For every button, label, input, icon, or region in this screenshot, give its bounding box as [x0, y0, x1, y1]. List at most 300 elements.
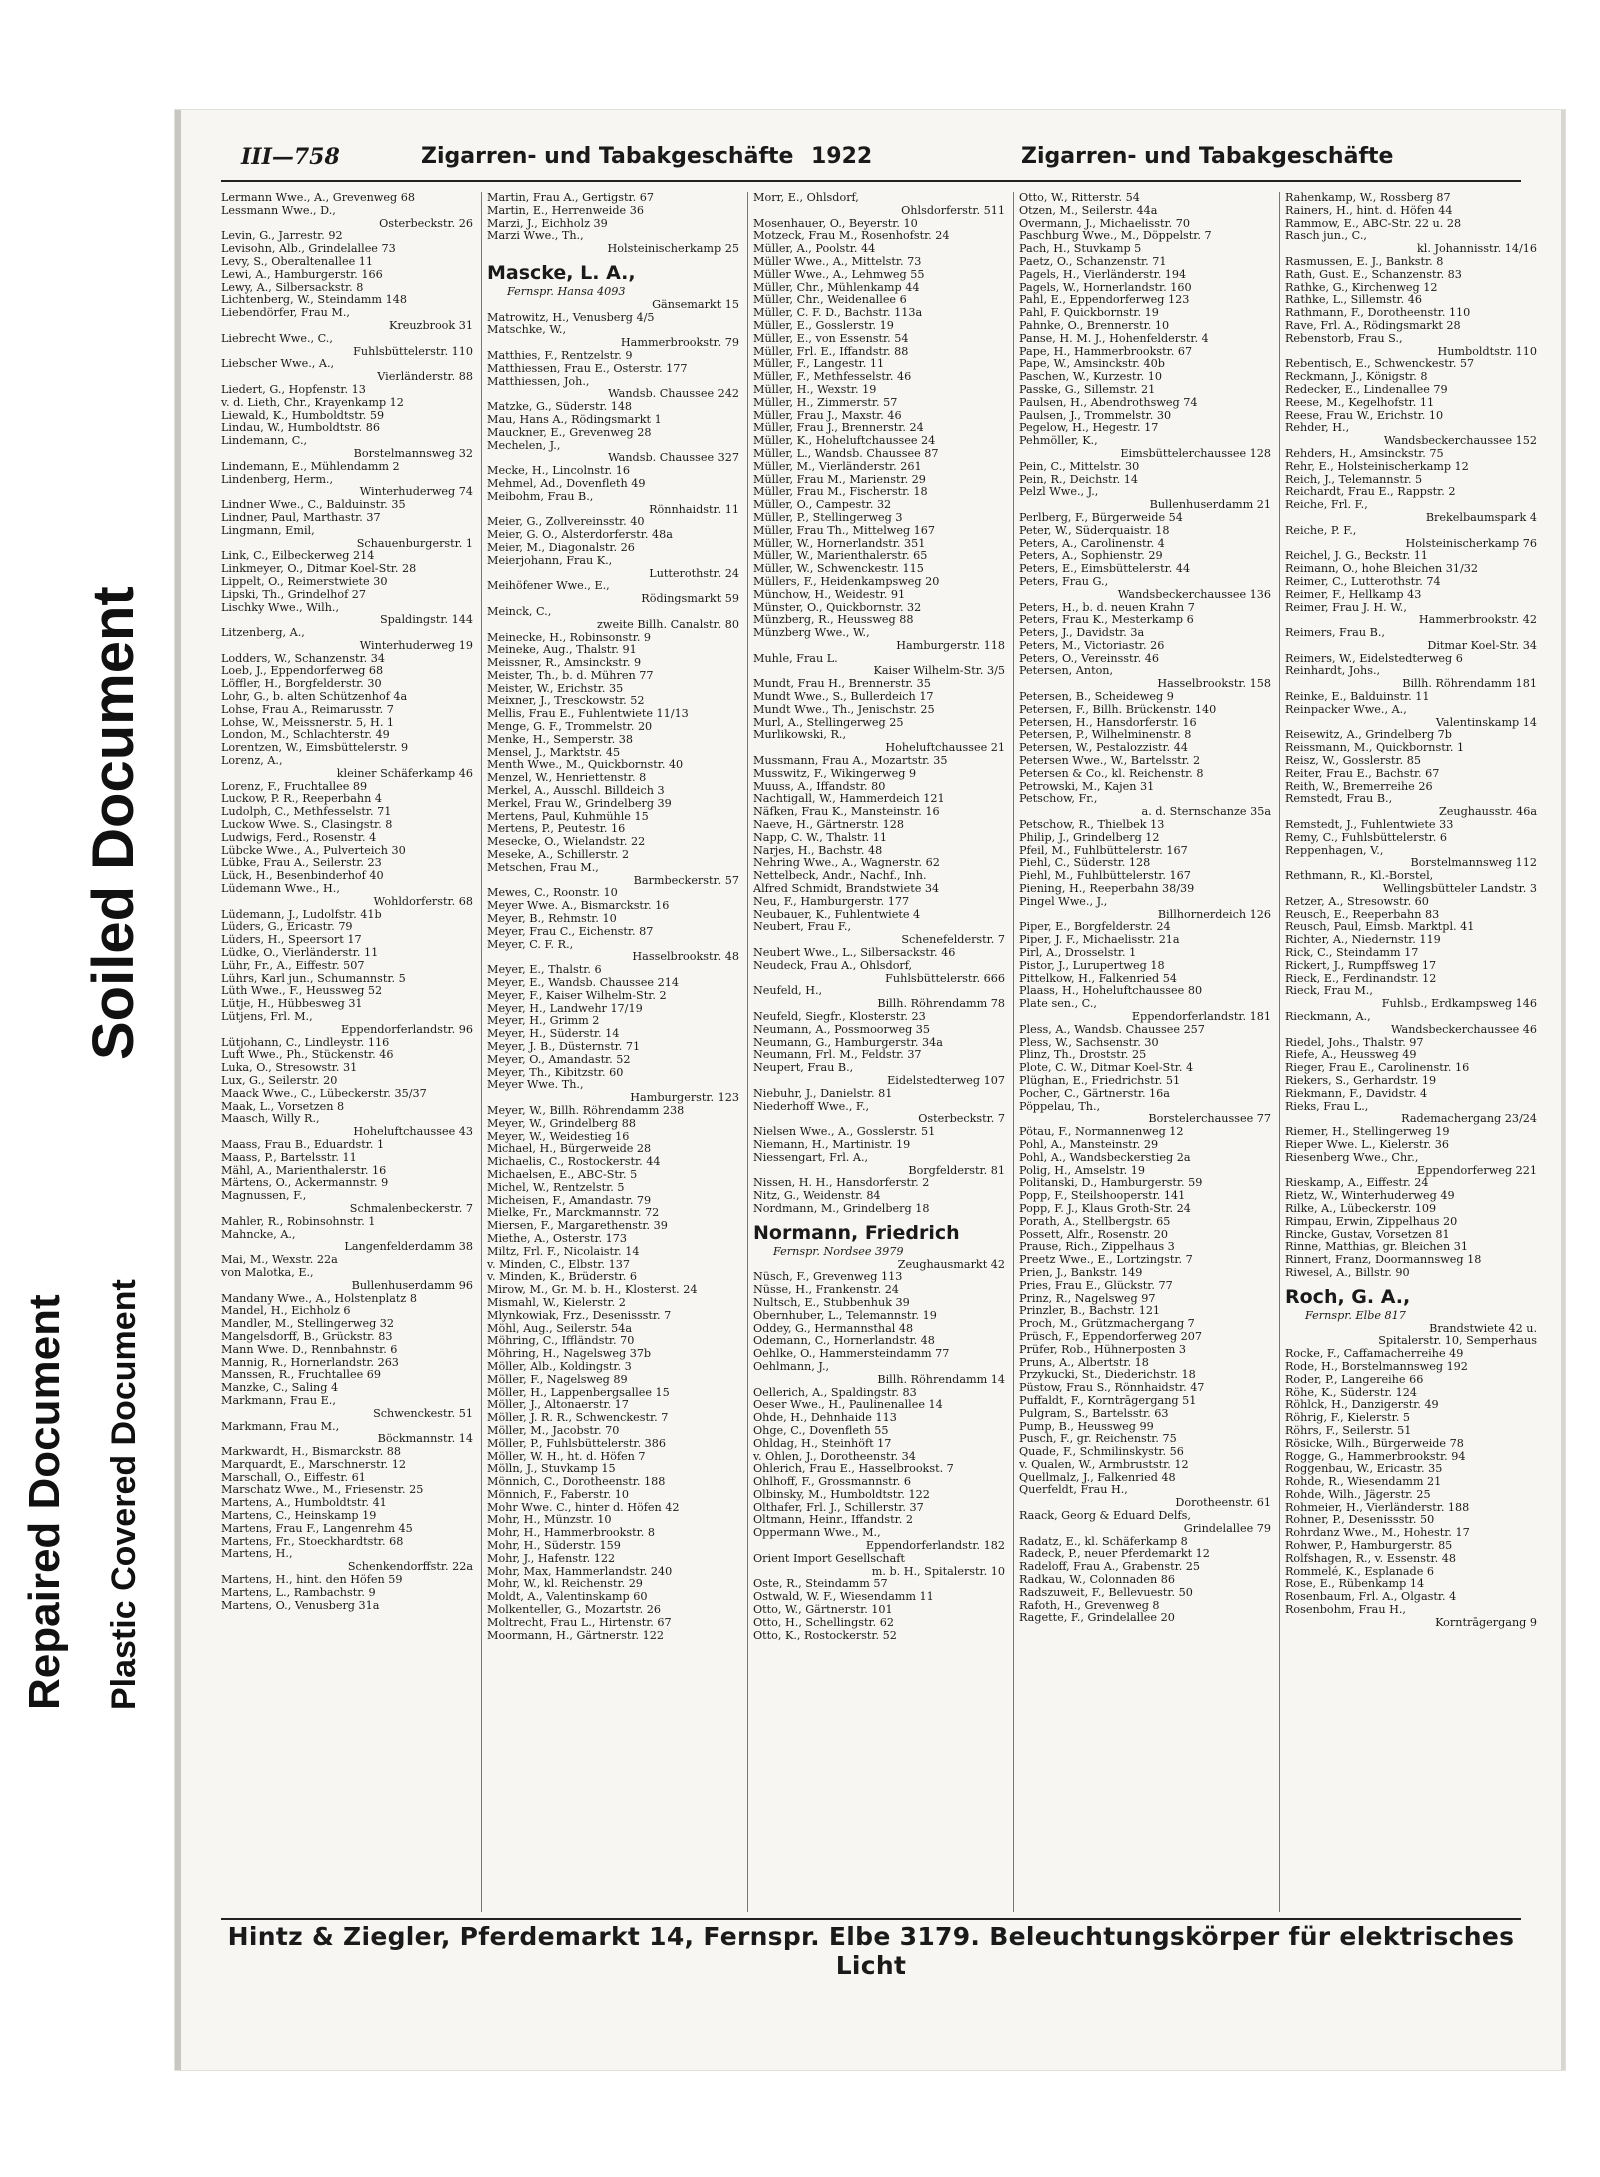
entry-continuation: Holsteinischerkamp 76	[1405, 537, 1537, 550]
directory-entry: Reinke, E., Balduinstr. 11	[1285, 691, 1430, 704]
directory-entry: Linkmeyer, O., Ditmar Koel-Str. 28	[221, 563, 417, 576]
directory-entry: Peters, H., b. d. neuen Krahn 7	[1019, 601, 1195, 614]
directory-entry: Neu, F., Hamburgerstr. 177	[753, 895, 910, 908]
directory-entry: Raack, Georg & Eduard Delfs,	[1019, 1510, 1191, 1523]
directory-entry: Lüth Wwe., F., Heussweg 52	[221, 985, 383, 998]
directory-entry: Lütjens, Frl. M.,	[221, 1011, 313, 1023]
entry-continuation: Hamburgerstr. 123	[630, 1092, 739, 1105]
directory-entry: Riekmann, F., Davidstr. 4	[1285, 1087, 1428, 1100]
directory-entry: Marzi Wwe., Th.,	[487, 230, 584, 243]
directory-entry: Neubert, Frau F.,	[753, 921, 852, 934]
directory-entry: Martens, H.,	[221, 1548, 293, 1561]
directory-entry: Lischky Wwe., Wilh.,	[221, 601, 340, 614]
directory-entry: Lodders, W., Schanzenstr. 34	[221, 652, 385, 665]
directory-entry: Oehlmann, J.,	[753, 1360, 830, 1373]
entry-continuation: Fuhlsbüttelerstr. 110	[353, 345, 473, 358]
directory-entry: Rickert, J., Rumpffsweg 17	[1285, 959, 1437, 972]
directory-entry: Otto, K., Rostockerstr. 52	[753, 1629, 897, 1642]
directory-entry: Meyer, W., Billh. Röhrendamm 238	[487, 1104, 685, 1117]
directory-entry: Luka, O., Stresowstr. 31	[221, 1062, 358, 1075]
directory-entry: Münster, O., Quickbornstr. 32	[753, 601, 922, 614]
directory-entry: Lessmann Wwe., D.,	[221, 204, 336, 217]
directory-entry: Rösicke, Wilh., Bürgerweide 78	[1285, 1437, 1464, 1450]
directory-entry: Müller, E., von Essenstr. 54	[753, 332, 909, 345]
entry-continuation: a. d. Sternschanze 35a	[1141, 806, 1271, 819]
directory-entry: Richter, A., Niedernstr. 119	[1285, 934, 1441, 947]
directory-entry: Maass, Frau B., Eduardstr. 1	[221, 1138, 385, 1151]
directory-entry: Reisewitz, A., Grindelberg 7b	[1285, 729, 1452, 742]
entry-continuation: Ditmar Koel-Str. 34	[1427, 639, 1537, 652]
entry-continuation: Billhornerdeich 126	[1157, 908, 1271, 921]
directory-entry: Mönnich, C., Dorotheenstr. 188	[487, 1476, 666, 1489]
directory-entry: Lewi, A., Hamburgerstr. 166	[221, 268, 383, 281]
directory-entry: Rieger, Frau E., Carolinenstr. 16	[1285, 1062, 1470, 1075]
directory-entry: Rocke, F., Caffamacherreihe 49	[1285, 1348, 1464, 1361]
directory-entry: Rosenbohm, Frau H.,	[1285, 1604, 1406, 1617]
header-rule	[221, 180, 1521, 182]
directory-entry: Peters, Frau K., Mesterkamp 6	[1019, 614, 1194, 627]
directory-entry: Orient Import Gesellschaft	[753, 1552, 905, 1565]
directory-entry: Müller, L., Wandsb. Chaussee 87	[753, 447, 939, 460]
directory-entry: Mohr, H., Süderstr. 159	[487, 1540, 621, 1553]
directory-entry: Remstedt, Frau B.,	[1285, 793, 1393, 806]
entry-continuation: Hamburgerstr. 118	[896, 639, 1005, 652]
directory-entry: Preetz Wwe., E., Lortzingstr. 7	[1019, 1254, 1193, 1267]
directory-entry: Motzeck, Frau M., Rosenhofstr. 24	[753, 230, 950, 243]
entry-continuation: Grindelallee 79	[1183, 1522, 1271, 1535]
directory-entry: Möhl, Aug., Seilerstr. 54a	[487, 1322, 632, 1335]
directory-entry: Lindau, W., Humboldtstr. 86	[221, 422, 380, 435]
directory-entry: Marschatz Wwe., M., Friesenstr. 25	[221, 1484, 424, 1497]
directory-entry: Piehl, C., Süderstr. 128	[1019, 857, 1151, 870]
directory-entry: Lingmann, Emil,	[221, 524, 315, 537]
directory-entry: Möller, J. R. R., Schwenckestr. 7	[487, 1412, 669, 1425]
directory-entry: Mussmann, Frau A., Mozartstr. 35	[753, 755, 948, 768]
directory-entry: Paschburg Wwe., M., Döppelstr. 7	[1019, 230, 1212, 243]
directory-entry: Mann Wwe. D., Rennbahnstr. 6	[221, 1343, 398, 1356]
directory-entry: Meyer Wwe. Th.,	[487, 1079, 584, 1092]
directory-entry: Rahenkamp, W., Rossberg 87	[1285, 192, 1451, 204]
directory-entry: Radeck, P., neuer Pferdemarkt 12	[1019, 1548, 1210, 1561]
directory-entry: Oppermann Wwe., M.,	[753, 1527, 881, 1540]
directory-entry: Meister, Th., b. d. Mühren 77	[487, 669, 654, 682]
directory-entry: Ohldag, H., Steinhöft 17	[753, 1437, 892, 1450]
directory-entry: Röhrig, F., Kielerstr. 5	[1285, 1412, 1410, 1425]
directory-entry: Reimer, C., Lutterothstr. 74	[1285, 575, 1441, 588]
entry-continuation: Hoheluftchaussee 21	[885, 742, 1005, 755]
directory-entry: Reichel, J. G., Beckstr. 11	[1285, 550, 1428, 563]
directory-entry: Ohde, H., Dehnhaide 113	[753, 1412, 897, 1425]
directory-entry: Riefe, A., Heussweg 49	[1285, 1049, 1417, 1062]
directory-entry: Plüghan, E., Friedrichstr. 51	[1019, 1074, 1181, 1087]
directory-entry: Mundt Wwe., S., Bullerdeich 17	[753, 691, 934, 704]
entry-continuation: Borstelerchaussee 77	[1148, 1113, 1271, 1126]
directory-entry: Rohwer, P., Hamburgerstr. 85	[1285, 1540, 1453, 1553]
directory-entry: Mohr, Max, Hammerlandstr. 240	[487, 1565, 673, 1578]
directory-entry: Mandler, M., Stellingerweg 32	[221, 1318, 395, 1331]
directory-entry: Meyer, Frau C., Eichenstr. 87	[487, 925, 654, 938]
header-right-title: Zigarren- und Tabakgeschäfte	[1021, 144, 1394, 169]
directory-entry: Pahl, F. Quickbornstr. 19	[1019, 307, 1159, 320]
directory-entry: Lorenz, A.,	[221, 755, 283, 768]
directory-entry: Radkau, W., Colonnaden 86	[1019, 1574, 1175, 1587]
directory-entry: Rohde, Wilh., Jägerstr. 25	[1285, 1488, 1431, 1501]
directory-entry: Müller Wwe., A., Mittelstr. 73	[753, 255, 922, 268]
directory-entry: Mannig, R., Hornerlandstr. 263	[221, 1356, 399, 1369]
entry-continuation: Barmbeckerstr. 57	[633, 874, 739, 887]
directory-entry: Pries, Frau E., Glückstr. 77	[1019, 1279, 1173, 1292]
directory-entry: Lüders, H., Speersort 17	[221, 934, 362, 947]
directory-entry: Pagels, W., Hornerlandstr. 160	[1019, 281, 1192, 294]
entry-continuation: Borgfelderstr. 81	[908, 1164, 1005, 1177]
directory-entry: Matthies, F., Rentzelstr. 9	[487, 349, 633, 362]
directory-entry: Lux, G., Seilerstr. 20	[221, 1074, 338, 1087]
directory-entry: v. Ohlen, J., Dorotheenstr. 34	[753, 1450, 916, 1463]
directory-entry: Markwardt, H., Bismarckstr. 88	[221, 1446, 401, 1459]
entry-continuation: Korntrāgergang 9	[1435, 1616, 1537, 1629]
directory-entry: Roder, P., Langereihe 66	[1285, 1373, 1424, 1386]
directory-entry: Nielsen Wwe., A., Gosslerstr. 51	[753, 1126, 936, 1139]
directory-entry: Reusch, Paul, Eimsb. Marktpl. 41	[1285, 921, 1475, 934]
directory-entry: Rommelé, K., Esplanade 6	[1285, 1565, 1434, 1578]
directory-entry: Quellmalz, J., Falkenried 48	[1019, 1471, 1176, 1484]
entry-continuation: Hammerbrookstr. 79	[620, 337, 739, 350]
directory-entry: Martin, E., Herrenweide 36	[487, 204, 644, 217]
entry-continuation: Schwenckestr. 51	[373, 1407, 473, 1420]
directory-entry: Reimers, Frau B.,	[1285, 627, 1385, 640]
directory-entry: Petrowski, M., Kajen 31	[1019, 780, 1155, 793]
directory-entry: Petschow, Fr.,	[1019, 793, 1098, 806]
directory-entry: Müller, Frau J., Maxstr. 46	[753, 409, 902, 422]
directory-entry: Meister, W., Erichstr. 35	[487, 682, 624, 695]
directory-entry: Murlikowski, R.,	[753, 729, 847, 742]
directory-entry: Rogge, G., Hammerbrookstr. 94	[1285, 1450, 1466, 1463]
entry-continuation: Borstelmannsweg 32	[353, 447, 473, 460]
directory-entry: Rohde, R., Wiesendamm 21	[1285, 1476, 1442, 1489]
directory-entry: Meyer, W., Weidestieg 16	[487, 1130, 630, 1143]
entry-continuation: Rönnhaidstr. 11	[649, 503, 739, 516]
directory-entry: Meinck, C.,	[487, 605, 552, 618]
directory-entry: Meyer, J. B., Düsternstr. 71	[487, 1041, 641, 1053]
directory-entry: Rieper Wwe. L., Kielerstr. 36	[1285, 1138, 1450, 1151]
directory-entry: Menke, H., Semperstr. 38	[487, 733, 633, 746]
entry-continuation: Winterhuderweg 19	[359, 639, 473, 652]
directory-entry: Matthiessen, Frau E., Osterstr. 177	[487, 362, 688, 375]
directory-entry: Prien, J., Bankstr. 149	[1019, 1266, 1143, 1279]
side-label-strip	[0, 0, 200, 2177]
directory-entry: Müller, A., Poolstr. 44	[753, 243, 876, 256]
entry-continuation: zweite Billh. Canalstr. 80	[596, 618, 739, 631]
entry-continuation: Billh. Röhrendamm 78	[877, 998, 1005, 1011]
directory-entry: Muuss, A., Iffandstr. 80	[753, 780, 886, 793]
entry-continuation: Bullenhuserdamm 96	[351, 1279, 473, 1292]
entry-continuation: Wandsbeckerchaussee 136	[1117, 588, 1271, 601]
directory-entry: Rathke, G., Kirchenweg 12	[1285, 281, 1438, 294]
directory-entry: Passke, G., Sillemstr. 21	[1019, 383, 1156, 396]
directory-entry: Möller, H., Lappenbergsallee 15	[487, 1386, 670, 1399]
directory-entry: Möhring, H., Nagelsweg 37b	[487, 1348, 652, 1361]
directory-entry: Martens, Frau F., Langenrehm 45	[221, 1522, 413, 1535]
directory-columns	[221, 192, 1537, 1912]
directory-entry: Lippelt, O., Reimerstwiete 30	[221, 575, 388, 588]
header-year: 1922	[811, 144, 873, 169]
directory-entry: Niemann, H., Martinistr. 19	[753, 1138, 911, 1151]
directory-entry: Rieks, Frau L.,	[1285, 1100, 1369, 1113]
directory-entry: Paschen, W., Kurzestr. 10	[1019, 371, 1162, 384]
directory-entry: Reimer, Frau J. H. W.,	[1285, 601, 1407, 614]
directory-entry: Luft Wwe., Ph., Stückenstr. 46	[221, 1049, 394, 1062]
directory-entry: Rode, H., Borstelmannsweg 192	[1285, 1360, 1468, 1373]
directory-entry: Rieskamp, A., Eiffestr. 24	[1285, 1177, 1429, 1190]
directory-entry: Lindner Wwe., C., Balduinstr. 35	[221, 499, 406, 512]
directory-entry: Pump, B., Heussweg 99	[1019, 1420, 1154, 1433]
directory-entry: Moldt, A., Valentinskamp 60	[487, 1591, 648, 1604]
entry-continuation: Eidelstedterweg 107	[887, 1074, 1005, 1087]
directory-entry: Proch, M., Grützmachergang 7	[1019, 1318, 1195, 1331]
entry-continuation: Wandsbeckerchaussee 152	[1383, 435, 1537, 448]
directory-entry: Musswitz, F., Wikingerweg 9	[753, 767, 917, 780]
directory-entry: Merkel, A., Ausschl. Billdeich 3	[487, 785, 665, 798]
directory-entry: Roggenbau, W., Ericastr. 35	[1285, 1463, 1443, 1476]
column-divider	[1013, 192, 1014, 1912]
directory-entry: Pohl, A., Wandsbeckerstieg 2a	[1019, 1151, 1191, 1164]
directory-entry: Maass, P., Bartelsstr. 11	[221, 1151, 357, 1164]
directory-entry: v. Minden, C., Elbstr. 137	[487, 1258, 630, 1271]
entry-continuation: Eppendorferweg 221	[1417, 1164, 1537, 1177]
directory-entry: Lüdke, O., Vierländerstr. 11	[221, 947, 379, 960]
directory-entry: Müller, Frau M., Marienstr. 29	[753, 473, 926, 486]
directory-entry: Panse, H. M. J., Hohenfelderstr. 4	[1019, 332, 1209, 345]
directory-entry: Reich, J., Telemannstr. 5	[1285, 473, 1423, 486]
directory-entry: Müller, Frau M., Fischerstr. 18	[753, 486, 928, 499]
directory-entry: Neudeck, Frau A., Ohlsdorf,	[753, 959, 913, 972]
directory-entry: Reith, W., Bremerreihe 26	[1285, 780, 1433, 793]
directory-entry: Peters, J., Davidstr. 3a	[1019, 627, 1145, 640]
directory-entry: Levy, S., Oberaltenallee 11	[221, 255, 373, 268]
directory-entry: Matschke, W.,	[487, 324, 566, 337]
column-divider	[1279, 192, 1280, 1912]
directory-entry: Müller, H., Wexstr. 19	[753, 383, 877, 396]
entry-continuation: Kaiser Wilhelm-Str. 3/5	[873, 665, 1005, 678]
directory-entry: Meyer, F., Kaiser Wilhelm-Str. 2	[487, 989, 667, 1002]
directory-entry: Peters, Frau G.,	[1019, 575, 1109, 588]
directory-entry: Ostwald, W. F., Wiesendamm 11	[753, 1591, 934, 1604]
directory-entry: Manzke, C., Saling 4	[221, 1382, 339, 1395]
directory-entry: Petersen & Co., kl. Reichenstr. 8	[1019, 767, 1204, 780]
directory-entry: Näfken, Frau K., Mansteinstr. 16	[753, 806, 940, 819]
entry-continuation: Schenefelderstr. 7	[901, 934, 1005, 947]
directory-entry: Peters, E., Eimsbüttelerstr. 44	[1019, 563, 1191, 576]
directory-entry: Meier, G., Zollvereinsstr. 40	[487, 516, 645, 529]
page-header	[221, 144, 1521, 174]
directory-entry: Nehring Wwe., A., Wagnerstr. 62	[753, 857, 940, 870]
directory-entry: Pegelow, H., Hegestr. 17	[1019, 422, 1159, 435]
directory-entry: Markmann, Frau E.,	[221, 1394, 336, 1407]
directory-entry: Napp, C. W., Thalstr. 11	[753, 831, 887, 844]
directory-entry: Ragette, F., Grindelallee 20	[1019, 1612, 1175, 1625]
directory-entry: Lorentzen, W., Eimsbüttelerstr. 9	[221, 742, 409, 755]
entry-continuation: Zeughausstr. 46a	[1439, 806, 1537, 819]
directory-entry: Miethe, A., Osterstr. 173	[487, 1232, 628, 1245]
directory-entry: Ludolph, C., Methfesselstr. 71	[221, 806, 392, 819]
directory-entry: Marquardt, E., Marschnerstr. 12	[221, 1458, 407, 1471]
directory-entry: Martin, Frau A., Gertigstr. 67	[487, 192, 654, 204]
entry-continuation: Wandsb. Chaussee 327	[608, 452, 739, 465]
directory-entry: Mahler, R., Robinsohnstr. 1	[221, 1215, 376, 1228]
directory-entry: Prüfer, Rob., Hühnerposten 3	[1019, 1343, 1187, 1356]
directory-entry: Pittelkow, H., Falkenried 54	[1019, 972, 1177, 985]
entry-continuation: Ohlsdorferstr. 511	[901, 204, 1005, 217]
directory-entry: Rethmann, R., Kl.-Borstel,	[1285, 870, 1434, 883]
directory-entry: Reinhardt, Johs.,	[1285, 665, 1381, 678]
directory-entry: Lorenz, F., Fruchtallee 89	[221, 780, 368, 793]
directory-entry: Meyer, W., Grindelberg 88	[487, 1117, 636, 1130]
directory-entry: Matrowitz, H., Venusberg 4/5	[487, 311, 655, 324]
entry-continuation: Bullenhuserdamm 21	[1149, 499, 1271, 512]
directory-entry: Reese, M., Kegelhofstr. 11	[1285, 396, 1435, 409]
directory-entry: Meyer Wwe. A., Bismarckstr. 16	[487, 900, 670, 913]
directory-entry: Meier, M., Diagonalstr. 26	[487, 541, 635, 554]
directory-entry: Nüsch, F., Grevenweg 113	[753, 1271, 903, 1284]
directory-entry: Reiche, Frl. F.,	[1285, 499, 1368, 512]
entry-continuation: Wellingsbütteler Landstr. 3	[1382, 883, 1537, 896]
directory-entry: Mielke, Fr., Marckmannstr. 72	[487, 1207, 660, 1220]
directory-entry: Martens, L., Rambachstr. 9	[221, 1586, 376, 1599]
directory-entry: Mosenhauer, O., Beyerstr. 10	[753, 217, 918, 230]
directory-entry: Rohmeier, H., Vierländerstr. 188	[1285, 1501, 1470, 1514]
directory-entry: Mensel, J., Marktstr. 45	[487, 746, 621, 759]
directory-entry: Mecke, H., Lincolnstr. 16	[487, 465, 630, 478]
directory-entry: Oddey, G., Hermannsthal 48	[753, 1322, 914, 1335]
directory-entry: Müller Wwe., A., Lehmweg 55	[753, 268, 925, 281]
entry-continuation: Holsteinischerkamp 25	[607, 243, 739, 256]
directory-entry: Mai, M., Wexstr. 22a	[221, 1254, 338, 1267]
directory-entry: Mauckner, E., Grevenweg 28	[487, 426, 652, 439]
firm-heading: Mascke, L. A.,	[487, 261, 636, 284]
directory-entry: Lohr, G., b. alten Schützenhof 4a	[221, 691, 408, 704]
directory-entry: Müller, F., Methfesselstr. 46	[753, 371, 912, 384]
directory-entry: Rehders, H., Amsinckstr. 75	[1285, 447, 1444, 460]
directory-entry: Mandany Wwe., A., Holstenplatz 8	[221, 1292, 417, 1305]
directory-entry: Münzberg, R., Heussweg 88	[753, 614, 914, 627]
directory-entry: Mertens, P., Peutestr. 16	[487, 823, 626, 836]
entry-continuation: Schmalenbeckerstr. 7	[349, 1202, 473, 1215]
directory-entry: Radszuweit, F., Bellevuestr. 50	[1019, 1586, 1193, 1599]
directory-entry: Rohner, P., Desenissstr. 50	[1285, 1514, 1435, 1527]
directory-entry: Nüsse, H., Frankenstr. 24	[753, 1284, 899, 1297]
directory-entry: Mangelsdorff, B., Grückstr. 83	[221, 1330, 393, 1343]
footer-rule	[221, 1918, 1521, 1920]
directory-entry: Otto, H., Schellingstr. 62	[753, 1616, 894, 1629]
entry-continuation: Schenkendorffstr. 22a	[347, 1561, 473, 1574]
directory-entry: Rebentisch, E., Schwenckestr. 57	[1285, 358, 1475, 371]
directory-entry: Nitz, G., Weidenstr. 84	[753, 1190, 881, 1203]
directory-entry: Mohr, H., Münzstr. 10	[487, 1514, 612, 1527]
directory-entry: Rinnert, Franz, Doormannsweg 18	[1285, 1254, 1482, 1267]
directory-entry: Püstow, Frau S., Rönnhaidstr. 47	[1019, 1382, 1205, 1395]
directory-entry: Lindemann, C.,	[221, 435, 308, 448]
directory-entry: Niebuhr, J., Danielstr. 81	[753, 1087, 893, 1100]
directory-entry: Oeser Wwe., H., Paulinenallee 14	[753, 1399, 943, 1412]
entry-continuation: Eppendorferlandstr. 96	[341, 1023, 473, 1036]
directory-entry: Lichtenberg, W., Steindamm 148	[221, 294, 407, 307]
directory-entry: Lütje, H., Hübbesweg 31	[221, 998, 363, 1011]
entry-continuation: m. b. H., Spitalerstr. 10	[871, 1565, 1005, 1578]
directory-entry: Müller, W., Hornerlandstr. 351	[753, 537, 926, 550]
directory-entry: Odemann, C., Hornerlandstr. 48	[753, 1335, 935, 1348]
entry-continuation: kleiner Schäferkamp 46	[336, 767, 473, 780]
directory-entry: Rilke, A., Lübeckerstr. 109	[1285, 1202, 1437, 1215]
directory-entry: Reppenhagen, V.,	[1285, 844, 1384, 857]
directory-entry: Luckow Wwe. S., Clasingstr. 8	[221, 819, 393, 832]
directory-entry: Liebrecht Wwe., C.,	[221, 332, 333, 345]
directory-entry: Neufeld, H.,	[753, 985, 823, 998]
directory-entry: Obernhuber, L., Telemannstr. 19	[753, 1309, 937, 1322]
directory-entry: Peters, O., Vereinsstr. 46	[1019, 652, 1160, 665]
directory-entry: Naeve, H., Gärtnerstr. 128	[753, 819, 905, 832]
entry-continuation: Osterbeckstr. 26	[379, 217, 473, 230]
directory-entry: Pusch, F., gr. Reichenstr. 75	[1019, 1433, 1177, 1446]
directory-entry: Pape, H., Hammerbrookstr. 67	[1019, 345, 1193, 358]
page-number: III—758	[241, 144, 340, 170]
entry-continuation: Brandstwiete 42 u.	[1429, 1322, 1537, 1335]
directory-entry: Michael, H., Bürgerweide 28	[487, 1143, 652, 1156]
directory-entry: Meyer, H., Landwehr 17/19	[487, 1002, 643, 1015]
directory-entry: Molkenteller, G., Mozartstr. 26	[487, 1604, 662, 1617]
directory-entry: Pirl, A., Drosselstr. 1	[1019, 947, 1137, 960]
directory-entry: Riedel, Johs., Thalstr. 97	[1285, 1036, 1424, 1049]
column-1	[221, 192, 473, 1912]
directory-entry: Petersen, F., Billh. Brückenstr. 140	[1019, 703, 1217, 716]
entry-continuation: Humboldtstr. 110	[1437, 345, 1537, 358]
directory-entry: Nachtigall, W., Hammerdeich 121	[753, 793, 945, 806]
directory-entry: Pohl, A., Mansteinstr. 29	[1019, 1138, 1159, 1151]
entry-continuation: Zeughausmarkt 42	[897, 1258, 1005, 1271]
directory-entry: Möller, M., Jacobstr. 70	[487, 1424, 620, 1437]
directory-entry: Radeloff, Frau A., Grabenstr. 25	[1019, 1561, 1201, 1574]
directory-entry: von Malotka, E.,	[221, 1266, 314, 1279]
directory-entry: Prüsch, F., Eppendorferweg 207	[1019, 1330, 1203, 1343]
directory-entry: Möhring, C., Iffländstr. 70	[487, 1335, 635, 1348]
directory-entry: Peters, M., Victoriastr. 26	[1019, 639, 1165, 652]
directory-entry: Pehmöller, K.,	[1019, 435, 1098, 448]
directory-entry: Pfeil, M., Fuhlbüttelerstr. 167	[1019, 844, 1188, 857]
directory-entry: Petersen, P., Wilhelminenstr. 8	[1019, 729, 1192, 742]
directory-entry: Prause, Rich., Zippelhaus 3	[1019, 1241, 1175, 1254]
directory-entry: Rath, Gust. E., Schanzenstr. 83	[1285, 268, 1462, 281]
directory-entry: Müller, Frau Th., Mittelweg 167	[753, 524, 936, 537]
directory-entry: Ohge, C., Dovenfleth 55	[753, 1424, 889, 1437]
directory-entry: Niederhoff Wwe., F.,	[753, 1100, 870, 1113]
directory-entry: Liebendörfer, Frau M.,	[221, 307, 350, 320]
directory-entry: Otto, W., Gärtnerstr. 101	[753, 1604, 893, 1617]
directory-entry: Martens, O., Venusberg 31a	[221, 1599, 380, 1612]
directory-entry: Mohr, W., kl. Reichenstr. 29	[487, 1578, 643, 1591]
directory-entry: Mandel, H., Eichholz 6	[221, 1305, 351, 1318]
directory-entry: Pach, H., Stuvkamp 5	[1019, 243, 1142, 256]
directory-entry: Rinne, Matthias, gr. Bleichen 31	[1285, 1241, 1469, 1254]
directory-entry: Liewald, K., Humboldtstr. 59	[221, 409, 385, 422]
directory-entry: Meier, G. O., Alsterdorferstr. 48a	[487, 529, 673, 542]
directory-entry: Lipski, Th., Grindelhof 27	[221, 588, 367, 601]
directory-entry: Piehl, M., Fuhlbüttelerstr. 167	[1019, 870, 1191, 883]
directory-entry: Röhrs, F., Seilerstr. 51	[1285, 1424, 1412, 1437]
directory-entry: Möller, P., Fuhlsbüttelerstr. 386	[487, 1437, 666, 1450]
directory-entry: Levin, G., Jarrestr. 92	[221, 230, 343, 243]
directory-entry: Müller, H., Zimmerstr. 57	[753, 396, 898, 409]
entry-continuation: Valentinskamp 14	[1435, 716, 1537, 729]
entry-continuation: Böckmannstr. 14	[377, 1433, 473, 1446]
